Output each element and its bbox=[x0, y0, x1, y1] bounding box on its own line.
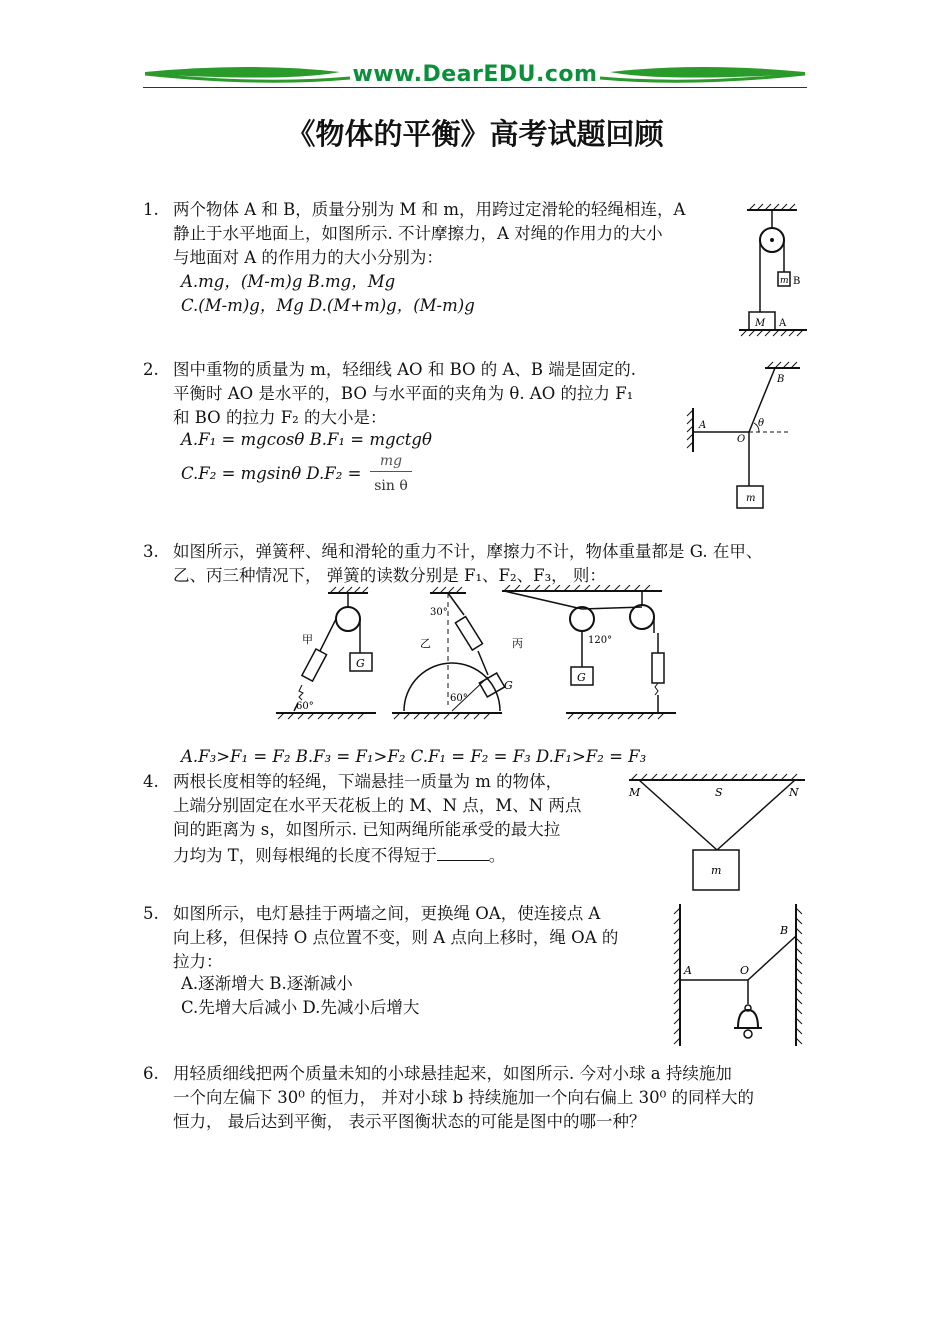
q6-line: 恒力， 最后达到平衡， 表示平图衡状态的可能是图中的哪一种？ bbox=[173, 1112, 646, 1131]
q5-line: 如图所示，电灯悬挂于两墙之间，更换绳 OA，使连接点 A bbox=[173, 904, 601, 923]
q6-number: 6. bbox=[143, 1064, 159, 1083]
q1-fig-ma: M bbox=[755, 318, 766, 329]
q5-options-row1: A.逐渐增大 B.逐渐减小 bbox=[181, 974, 353, 993]
q2-number: 2. bbox=[143, 360, 159, 379]
q5-fig-b: B bbox=[780, 924, 789, 937]
q4-fig-mass: m bbox=[711, 864, 722, 877]
q6-line: 一个向左偏下 30⁰ 的恒力， 并对小球 b 持续施加一个向右偏上 30⁰ 的同样大的 bbox=[173, 1088, 754, 1107]
brand-logo[interactable]: www.DearEDU.com bbox=[352, 62, 598, 87]
q3-fig-g: G bbox=[504, 679, 513, 692]
q4-fig-n: N bbox=[789, 786, 799, 799]
q1-line: 两个物体 A 和 B，质量分别为 M 和 m，用跨过定滑轮的轻绳相连，A bbox=[173, 200, 686, 219]
q1-options-row2: C.(M-m)g，Mg D.(M+m)g，(M-m)g bbox=[181, 296, 475, 315]
q2-options-row1: A.F₁ = mgcosθ B.F₁ = mgctgθ bbox=[181, 430, 432, 449]
q2-fig-o: O bbox=[737, 434, 746, 445]
q3-options: A.F₃>F₁ = F₂ B.F₃ = F₁>F₂ C.F₁ = F₂ = F₃ D.F₁>F₂ = F₃ bbox=[181, 747, 647, 766]
q1-fig-label-b: B bbox=[793, 276, 801, 287]
q4-last-line bbox=[173, 842, 505, 868]
q2-hanging-figure bbox=[685, 360, 805, 515]
q2-fig-theta: θ bbox=[758, 418, 765, 429]
q2-fig-m: m bbox=[746, 493, 756, 504]
q5-line: 向上移，但保持 O 点位置不变，则 A 点向上移时，绳 OA 的 bbox=[173, 928, 619, 947]
q3-line: 如图所示，弹簧秤、绳和滑轮的重力不计，摩擦力不计，物体重量都是 G. 在甲、 bbox=[173, 542, 763, 561]
q3-fig-angle60: 60° bbox=[450, 693, 468, 704]
q2-fraction-denominator: sin θ bbox=[374, 478, 408, 494]
q3-fig-bing: 丙 bbox=[512, 637, 523, 650]
q2-line: 和 BO 的拉力 F₂ 的大小是： bbox=[173, 408, 387, 427]
q3-line: 乙、丙三种情况下， 弹簧的读数分别是 F₁、F₂、F₃， 则： bbox=[173, 566, 606, 585]
q4-number: 4. bbox=[143, 772, 159, 791]
q5-number: 5. bbox=[143, 904, 159, 923]
q3-fig-angle60: 60° bbox=[296, 701, 314, 712]
q3-fig-angle30: 30° bbox=[430, 607, 448, 618]
q6-line: 用轻质细线把两个质量未知的小球悬挂起来，如图所示. 今对小球 a 持续施加 bbox=[173, 1064, 732, 1083]
q3-fig-g: G bbox=[577, 671, 586, 684]
q4-line: 间的距离为 s，如图所示. 已知两绳所能承受的最大拉 bbox=[173, 820, 561, 839]
q4-line: 上端分别固定在水平天花板上的 M、N 点，M、N 两点 bbox=[173, 796, 582, 815]
q2-options-row2: C.F₂ = mgsinθ D.F₂ = bbox=[181, 464, 362, 483]
q1-line: 静止于水平地面上，如图所示. 不计摩擦力，A 对绳的作用力的大小 bbox=[173, 224, 663, 243]
q4-line: 两根长度相等的轻绳，下端悬挂一质量为 m 的物体， bbox=[173, 772, 563, 791]
q3-case-bing bbox=[502, 585, 676, 719]
q1-number: 1. bbox=[143, 200, 159, 219]
lamp-icon bbox=[734, 1005, 762, 1038]
header-rule bbox=[143, 87, 807, 88]
q5-options-row2: C.先增大后减小 D.先减小后增大 bbox=[181, 998, 420, 1017]
q3-case-jia bbox=[276, 587, 376, 719]
q5-line: 拉力： bbox=[173, 952, 223, 971]
q1-options-row1: A.mg，(M-m)g B.mg，Mg bbox=[181, 272, 396, 291]
q4-line: 力均为 T，则每根绳的长度不得短于 bbox=[173, 846, 437, 865]
q2-line: 图中重物的质量为 m，轻细线 AO 和 BO 的 A、B 端是固定的. bbox=[173, 360, 637, 379]
page-title: 《物体的平衡》高考试题回顾 bbox=[286, 117, 664, 151]
q5-lamp-figure bbox=[668, 900, 808, 1050]
q4-line-tail: 。 bbox=[488, 846, 506, 865]
q3-number: 3. bbox=[143, 542, 159, 561]
q3-case-yi bbox=[392, 587, 513, 719]
q4-answer-blank[interactable] bbox=[437, 842, 489, 861]
q1-fig-label-a: A bbox=[779, 318, 787, 329]
q4-fig-m-point: M bbox=[629, 786, 641, 799]
q3-fig-jia: 甲 bbox=[302, 633, 313, 646]
q2-line: 平衡时 AO 是水平的，BO 与水平面的夹角为 θ. AO 的拉力 F₁ bbox=[173, 384, 634, 403]
q5-fig-o: O bbox=[740, 964, 750, 977]
q1-fig-mb: m bbox=[780, 276, 789, 286]
q3-fig-yi: 乙 bbox=[420, 637, 431, 650]
q4-two-rope-figure bbox=[625, 770, 810, 895]
q2-fraction-numerator: mg bbox=[370, 451, 412, 472]
q1-line: 与地面对 A 的作用力的大小分别为： bbox=[173, 248, 443, 267]
q2-fig-b: B bbox=[777, 374, 785, 385]
q3-fig-angle120: 120° bbox=[588, 635, 613, 646]
q3-fig-g: G bbox=[356, 657, 365, 670]
q2-fig-a: A bbox=[699, 420, 707, 431]
q3-spring-scale-figure bbox=[270, 585, 680, 720]
q4-fig-s: S bbox=[715, 786, 723, 799]
q5-fig-a: A bbox=[684, 964, 692, 977]
q1-pulley-figure bbox=[735, 200, 830, 340]
